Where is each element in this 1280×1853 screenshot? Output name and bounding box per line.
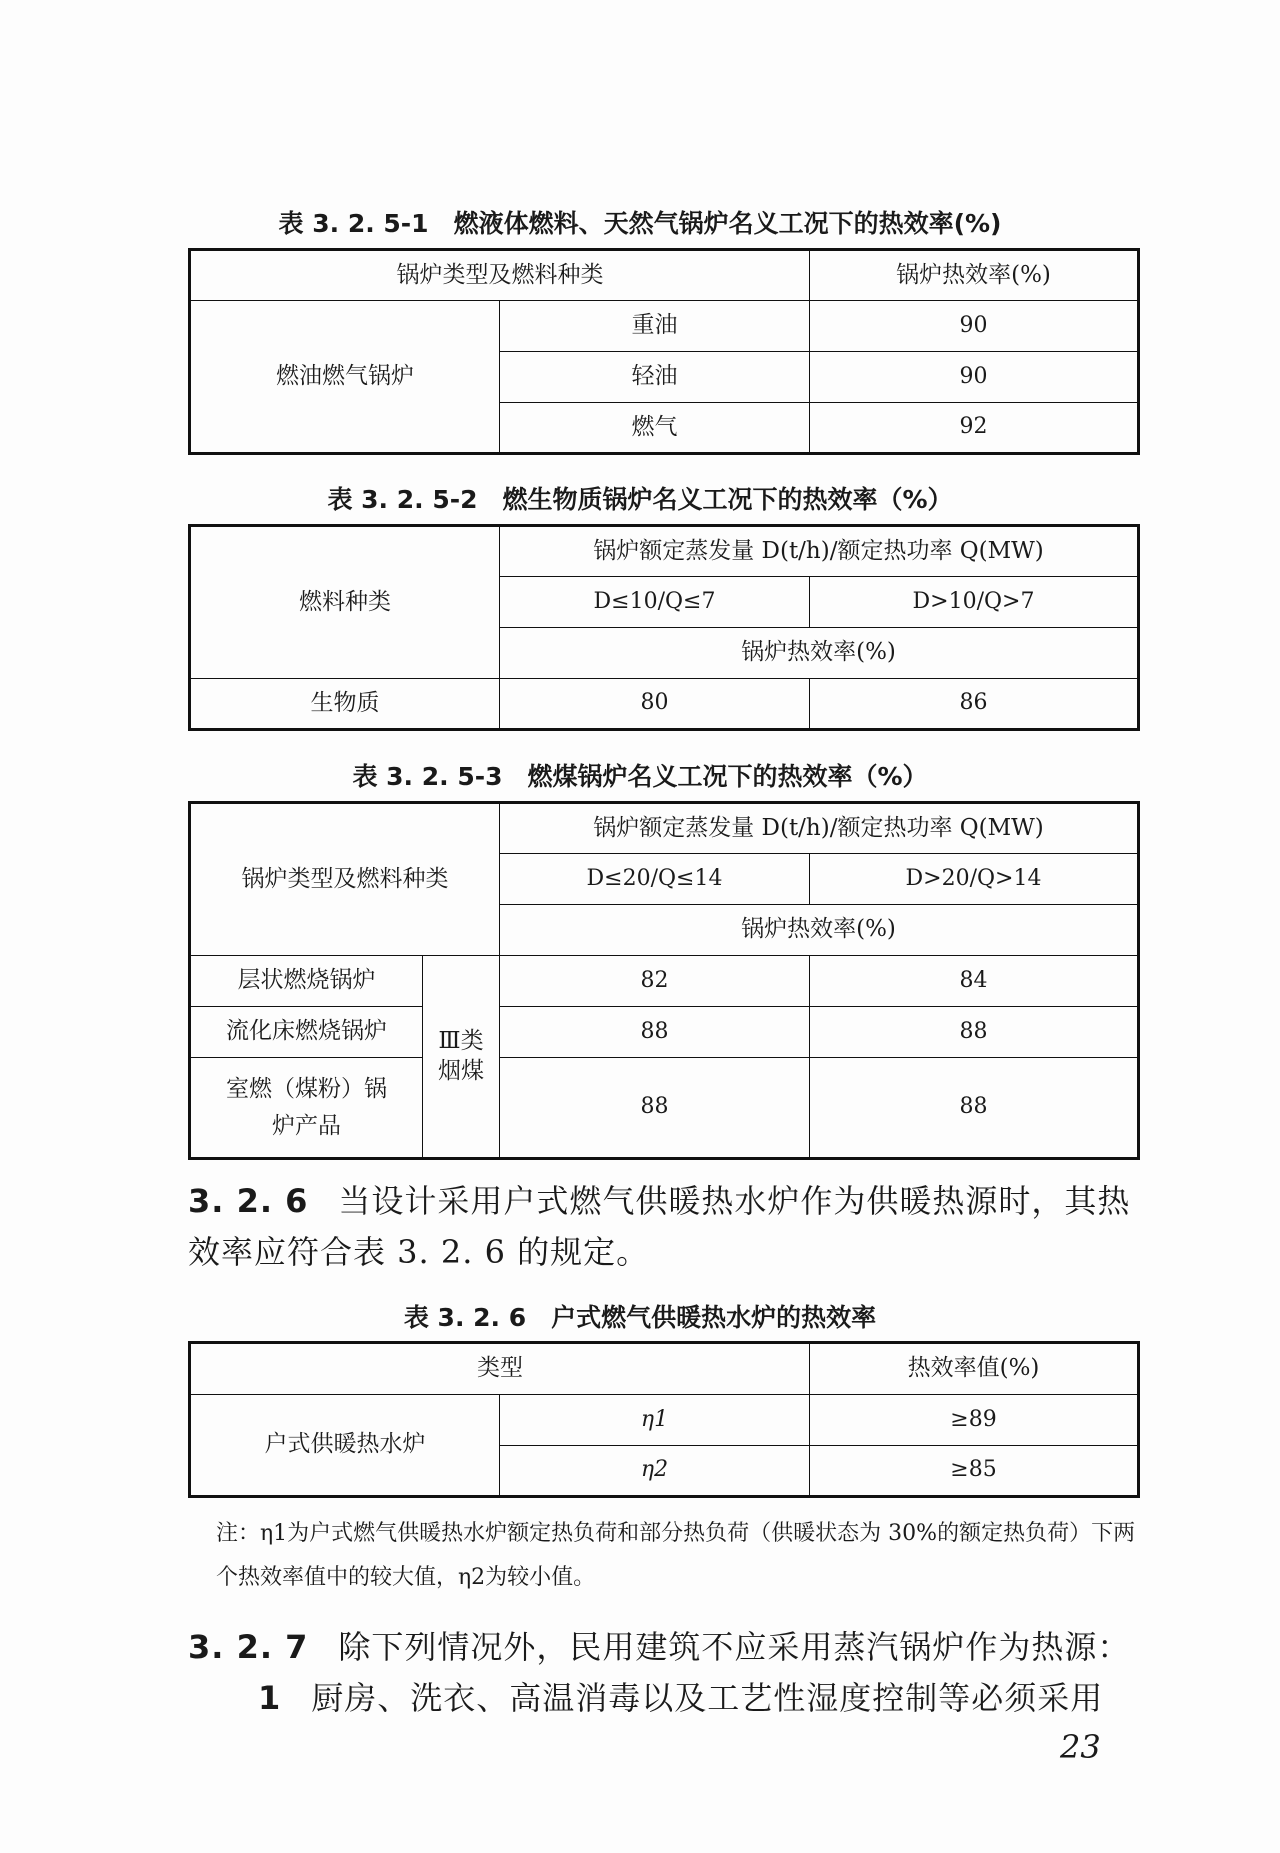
table3-value-high: 88 xyxy=(810,1058,1139,1159)
table4-caption: 表 3. 2. 6 户式燃气供暖热水炉的热效率 xyxy=(403,1303,877,1332)
table3-boiler: 流化床燃烧锅炉 xyxy=(190,1007,423,1058)
table3-caption: 表 3. 2. 5-3 燃煤锅炉名义工况下的热效率（%） xyxy=(352,762,928,791)
table2-capacity-header: 锅炉额定蒸发量 D(t/h)/额定热功率 Q(MW) xyxy=(500,526,1139,577)
table1-fuel: 重油 xyxy=(500,301,810,352)
table-row xyxy=(190,250,1139,301)
table-row xyxy=(190,803,1139,854)
table3-col-label: 锅炉类型及燃料种类 xyxy=(190,803,500,956)
table-row xyxy=(190,1058,1139,1159)
item-text: 厨房、洗衣、高温消毒以及工艺性湿度控制等必须采用 xyxy=(311,1679,1104,1717)
paragraph-text: 除下列情况外，民用建筑不应采用蒸汽锅炉作为热源： xyxy=(338,1628,1131,1666)
table4-value: ≥85 xyxy=(810,1446,1139,1497)
table3-boiler: 层状燃烧锅炉 xyxy=(190,956,423,1007)
table3-value-low: 88 xyxy=(500,1058,810,1159)
table2-col-label: 燃料种类 xyxy=(190,526,500,679)
table1 xyxy=(188,248,1140,455)
table4-group: 户式供暖热水炉 xyxy=(190,1395,500,1497)
table3-value-high: 84 xyxy=(810,956,1139,1007)
table1-group: 燃油燃气锅炉 xyxy=(190,301,500,454)
table3-coal-type: Ⅲ类烟煤 xyxy=(423,956,500,1159)
table-row xyxy=(190,301,1139,352)
table4-eta: η2 xyxy=(500,1446,810,1497)
table4-value: ≥89 xyxy=(810,1395,1139,1446)
table3-efficiency-label: 锅炉热效率(%) xyxy=(500,905,1139,956)
table4 xyxy=(188,1341,1140,1498)
table4-eta: η1 xyxy=(500,1395,810,1446)
paragraph-3-2-7 xyxy=(188,1622,1138,1673)
table1-value: 92 xyxy=(810,403,1139,454)
table-row xyxy=(190,679,1139,730)
list-item-1 xyxy=(258,1673,1138,1724)
table2-fuel: 生物质 xyxy=(190,679,500,730)
paragraph-text: 当设计采用户式燃气供暖热水炉作为供暖热源时，其热效率应符合表 3. 2. 6 的规定。 xyxy=(188,1182,1131,1271)
table2-caption: 表 3. 2. 5-2 燃生物质锅炉名义工况下的热效率（%） xyxy=(327,485,953,514)
table-row xyxy=(190,1395,1139,1446)
page-number: 23 xyxy=(1060,1728,1101,1766)
table3-value-high: 88 xyxy=(810,1007,1139,1058)
table3-range-high: D>20/Q>14 xyxy=(810,854,1139,905)
table-row xyxy=(190,1007,1139,1058)
table1-value: 90 xyxy=(810,301,1139,352)
table1-header-efficiency: 锅炉热效率(%) xyxy=(810,250,1139,301)
table4-header-type: 类型 xyxy=(190,1343,810,1395)
table4-header-efficiency: 热效率值(%) xyxy=(810,1343,1139,1395)
table1-fuel: 轻油 xyxy=(500,352,810,403)
table-row xyxy=(190,526,1139,577)
table2-value-high: 86 xyxy=(810,679,1139,730)
table2-efficiency-label: 锅炉热效率(%) xyxy=(500,628,1139,679)
table-row xyxy=(190,1343,1139,1395)
table3-value-low: 82 xyxy=(500,956,810,1007)
item-number: 1 xyxy=(258,1679,282,1717)
table3-value-low: 88 xyxy=(500,1007,810,1058)
table3 xyxy=(188,801,1140,1160)
table2-value-low: 80 xyxy=(500,679,810,730)
table2 xyxy=(188,524,1140,731)
table3-range-low: D≤20/Q≤14 xyxy=(500,854,810,905)
paragraph-3-2-6 xyxy=(188,1176,1138,1278)
table1-value: 90 xyxy=(810,352,1139,403)
table2-range-high: D>10/Q>7 xyxy=(810,577,1139,628)
table3-capacity-header: 锅炉额定蒸发量 D(t/h)/额定热功率 Q(MW) xyxy=(500,803,1139,854)
table1-fuel: 燃气 xyxy=(500,403,810,454)
table1-header-type: 锅炉类型及燃料种类 xyxy=(190,250,810,301)
table3-boiler: 室燃（煤粉）锅炉产品 xyxy=(190,1058,423,1159)
section-number: 3. 2. 7 xyxy=(188,1628,309,1666)
section-number: 3. 2. 6 xyxy=(188,1182,309,1220)
table1-caption: 表 3. 2. 5-1 燃液体燃料、天然气锅炉名义工况下的热效率(%) xyxy=(278,209,1002,238)
table-row xyxy=(190,956,1139,1007)
table2-range-low: D≤10/Q≤7 xyxy=(500,577,810,628)
table-note: 注：η1为户式燃气供暖热水炉额定热负荷和部分热负荷（供暖状态为 30%的额定热负荷）下两个热效率值中的较大值，η2为较小值。 xyxy=(216,1521,1136,1590)
